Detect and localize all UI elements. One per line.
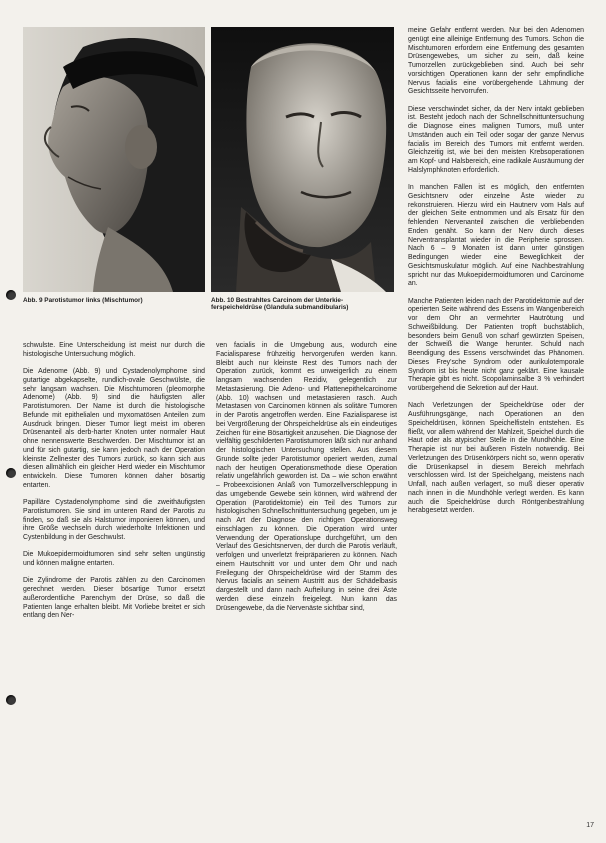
woman-profile-image <box>23 27 205 292</box>
figure-9-caption <box>23 297 205 304</box>
figure-9-photo <box>23 27 205 292</box>
paragraph: Papilläre Cystadenolymphome sind die zweithäufigsten Parotistumoren. Sie sind im unteren Rand der Parotis zu finden, so daß sie als Halstumor imponieren können, und ihre Größe wechseln durch wiederholte Infektionen und Cystenbildung in der Geschwulst. <box>23 499 205 541</box>
paragraph: Die Zylindrome der Parotis zählen zu den Carcinomen gerechnet werden. Dieser bösartige Tumor ersetzt außerordentliche Parenchym der Drüse, so daß die Patienten lange erhalten bleibt. Mit Vorliebe breitet er sich entlang den Ner- <box>23 577 205 620</box>
man-tumor-image <box>211 27 394 292</box>
page-number: 17 <box>586 822 594 829</box>
paragraph: Die Mukoepidermoidtumoren sind sehr selten ungünstig und können maligne entarten. <box>23 551 205 567</box>
text-column-middle <box>216 342 397 622</box>
binder-hole <box>6 468 16 478</box>
text-column-right <box>408 27 584 525</box>
figure-10-photo <box>211 27 394 292</box>
binder-hole <box>6 290 16 300</box>
paragraph: Die Adenome (Abb. 9) und Cystadenolymphome sind gutartige abgekapselte, rundlich-ovale Geschwülste, die sehr langsam wachsen. Die Mischtumoren (pleomorphe Adenome) (Abb. 9) sind die häufigsten aller Parotistumoren. Der Name ist durch die histologische Befunde mit epithelialen und myxomatösen Anteilen zum Ausdruck bringen. Dieser Tumor liegt meist im oberen Drüsenanteil als derb-harter Knoten unter normaler Haut ohne nennenswerte Beschwerden. Der Mischtumor ist an und für sich gutartig, sie kann jedoch nach der Operation kleinste Zellnester des Tumors zurück, so kann sich aus diesen allmählich ein gleicher Herd wieder ein Mischtumor entwickeln. Diese Tumoren können daher bösartig entarten. <box>23 368 205 489</box>
paragraph: Nach Verletzungen der Speicheldrüse oder der Ausführungsgänge, nach Operationen an den Speicheldrüsen, können Speichelfisteln entstehen. Es fließt, vor allem während der Mahlzeit, Speichel durch die Haut oder als atypischer Stelle in die Mundhöhle. Eine Therapie ist nur bei äußeren Fisteln notwendig. Bei Verletzungen des Drüsenkörpers nicht so, wenn operativ die Drüsenkapsel in diesem Bereich mehrfach verschlossen wird. Ist der Speichelgang, meistens nach Unfall, nach außen verlagert, so muß dieser operativ nach innen in die Mundhöhle verlegt werden. Es kann auch die Speicheldrüse durch Röntgenbestrahlung herabgesetzt werden. <box>408 402 584 515</box>
caption-line: ferspeicheldrüse (Glandula submandibularis) <box>211 304 349 312</box>
caption-line: Abb. 10 Bestrahltes Carcinom der Unterkie- <box>211 297 344 304</box>
paragraph: ven facialis in die Umgebung aus, wodurch eine Facialisparese frühzeitig hervorgerufen werden kann. Bleibt auch nur kleinste Rest des Tumors nach der Operation zurück, kommt es unweigerlich zu einem langsam wachsenden Rezidiv, gelegentlich zur Metastasierung. Die Adeno- und Plattenepithelcarcinome (Abb. 10) wachsen und metastasieren rasch. Auch Metastasen von Carcinomen können als solitäre Tumoren in der Parotis angetroffen werden. Eine Fazialisparese ist bei Vergrößerung der Ohrspeicheldrüse als ein eindeutiges Zeichen für eine Bösartigkeit anzusehen. Die Diagnose der vielfältig geschilderten Parotistumoren läßt sich nur anhand der histologischen Untersuchung stellen. Aus diesem Grunde sollte jeder Parotistumor operiert werden, zumal nach der heutigen Operationsmethode diese Operation relativ ungefährlich geworden ist. Da – wie schon erwähnt – Probeexcisionen Anlaß von Tumorzellverschleppung in das umgebende Gewebe sein können, wird während der Operation (Parotidektomie) ein Teil des Tumors zur histologischen Schnellschnittuntersuchung gegeben, um je nach Art der Diagnose den richtigen Operationsweg einschlagen zu können. Die Operation wird unter Verwendung der Operationslupe durchgeführt, um den Verlauf des Gesichtsnerven, der durch die Parotis verläuft, verfolgen und unverletzt freipräparieren zu können. Nach einem Hautschnitt vor und unter dem Ohr und nach Freilegung der Ohrspeicheldrüse wird der Stamm des Nervus facialis an seinem Austritt aus der Schädelbasis dargestellt und dann nach Aufteilung in seine drei Äste werden diese einzeln freigelegt. Nun kann das Drüsengewebe, da die Nervenäste sichtbar sind, <box>216 342 397 612</box>
binder-hole <box>6 695 16 705</box>
paragraph: schwulste. Eine Unterscheidung ist meist nur durch die histologische Untersuchung möglich. <box>23 342 205 358</box>
paragraph: In manchen Fällen ist es möglich, den entfernten Gesichtsnerv oder einzelne Äste wieder zu rekonstruieren. Hierzu wird ein Hautnerv vom Hals auf der gleichen Seite entnommen und als Ersatz für den fehlenden Nervenanteil zwischen die verbliebenden Enden genäht. So kann der Nerv durch dieses Nerventransplantat wieder in die Peripherie sprossen. Nach 6 – 9 Monaten ist dann unter günstigen Bedingungen wieder eine Beweglichkeit der Gesichtsmuskulatur möglich. Auf eine Nachbestrahlung spricht nur das Mukoepidermoidtumoren und Carcinome an. <box>408 184 584 288</box>
caption-line: Abb. 9 Parotistumor links (Mischtumor) <box>23 297 143 304</box>
paragraph: Diese verschwindet sicher, da der Nerv intakt geblieben ist. Besteht jedoch nach der Schnellschnittuntersuchung die Diagnose eines malignen Tumors, muß unter Umständen auch ein Teil oder sogar der ganze Nervus facialis im Bereich des Tumors mit entfernt werden. Gleichzeitig ist, wie bei den meisten Krebsoperationen am Kopf- und Halsbereich, eine radikale Ausräumung der Halslymphknoten erforderlich. <box>408 105 584 174</box>
text-column-left <box>23 342 205 630</box>
paragraph: meine Gefahr entfernt werden. Nur bei den Adenomen genügt eine alleinige Entfernung des Tumors. Schon die Mischtumoren erfordern eine Entfernung des gesamten Drüsengewebes, um sicher zu sein, daß keine Tumorzellen zurückgeblieben sind. Auch bei sehr vorsichtigen Operationen kann der sehr empfindliche Nervus facialis eine vorübergehende Lähmung der Gesichtsseite hervorrufen. <box>408 27 584 96</box>
paragraph: Manche Patienten leiden nach der Parotidektomie auf der operierten Seite während des Essens im Wangenbereich vor dem Ohr an vermehrter Hautrötung und Schweißbildung. Der Patienten tropft buchstäblich, besonders beim Genuß von scharf gewürzten Speisen, der Schweiß die Wange herunter. Schuld nach Beendigung des Essens verschwindet das Phänomen. Dieses Frey'sche Syndrom oder aurikulotemporale Syndrom ist bis heute nicht ganz geklärt. Eine kausale Therapie gibt es nicht. Scopolaminsalbe 3 % verhindert vorübergehend die Sekretion auf der Haut. <box>408 297 584 392</box>
figure-10-caption <box>211 297 401 312</box>
